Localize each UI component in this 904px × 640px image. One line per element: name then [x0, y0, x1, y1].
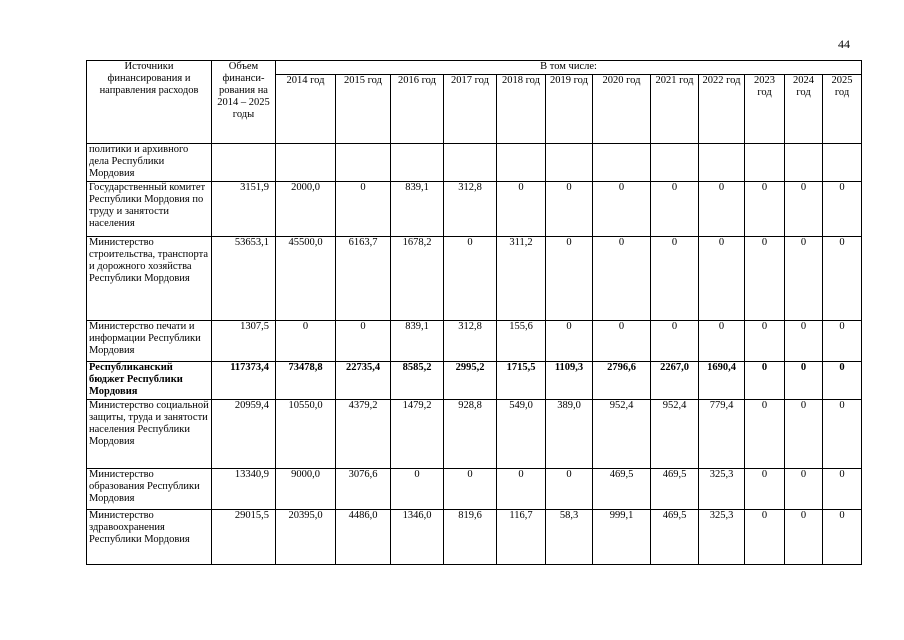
row-year-value: 839,1	[391, 182, 444, 237]
header-including: В том числе:	[276, 61, 862, 75]
row-year-value	[745, 144, 785, 182]
row-year-value: 0	[651, 182, 699, 237]
table-row	[87, 237, 862, 321]
row-year-value	[336, 144, 391, 182]
table-row	[87, 510, 862, 565]
row-year-value: 0	[336, 182, 391, 237]
row-year-value	[276, 144, 336, 182]
row-year-value: 2796,6	[593, 362, 651, 400]
row-year-value	[546, 144, 593, 182]
row-year-value: 0	[785, 321, 823, 362]
header-year: 2022 год	[699, 75, 745, 144]
header-year: 2024 год	[785, 75, 823, 144]
row-year-value: 0	[745, 321, 785, 362]
row-year-value: 22735,4	[336, 362, 391, 400]
row-year-value: 0	[823, 469, 862, 510]
row-year-value: 0	[823, 321, 862, 362]
row-year-value: 2000,0	[276, 182, 336, 237]
row-year-value	[785, 144, 823, 182]
row-year-value: 0	[745, 362, 785, 400]
row-year-value: 469,5	[593, 469, 651, 510]
row-year-value: 0	[699, 237, 745, 321]
row-total-value: 13340,9	[212, 469, 276, 510]
row-source-name: Министерство строительства, транспорта и дорожного хозяйства Республики Мордовия	[87, 237, 212, 321]
row-year-value	[699, 144, 745, 182]
header-year: 2015 год	[336, 75, 391, 144]
row-source-name: Республиканский бюджет Республики Мордовия	[87, 362, 212, 400]
row-year-value: 1109,3	[546, 362, 593, 400]
row-year-value: 312,8	[444, 182, 497, 237]
row-year-value: 0	[745, 469, 785, 510]
row-year-value: 0	[444, 237, 497, 321]
row-year-value: 1715,5	[497, 362, 546, 400]
row-total-value: 3151,9	[212, 182, 276, 237]
row-year-value: 549,0	[497, 400, 546, 469]
header-year: 2023 год	[745, 75, 785, 144]
header-year: 2016 год	[391, 75, 444, 144]
row-year-value: 0	[699, 182, 745, 237]
row-total-value	[212, 144, 276, 182]
row-total-value: 1307,5	[212, 321, 276, 362]
funding-table	[86, 60, 862, 565]
row-year-value	[497, 144, 546, 182]
row-year-value: 0	[785, 182, 823, 237]
header-volume: Объем финанси-рования на 2014 – 2025 годы	[212, 61, 276, 144]
row-year-value: 0	[336, 321, 391, 362]
row-year-value: 779,4	[699, 400, 745, 469]
row-total-value: 20959,4	[212, 400, 276, 469]
row-year-value: 9000,0	[276, 469, 336, 510]
row-source-name: политики и архивного дела Республики Мордовия	[87, 144, 212, 182]
row-source-name: Государственный комитет Республики Мордовия по труду и занятости населения	[87, 182, 212, 237]
row-year-value: 0	[276, 321, 336, 362]
row-year-value: 4486,0	[336, 510, 391, 565]
row-year-value: 819,6	[444, 510, 497, 565]
row-year-value: 0	[497, 469, 546, 510]
row-year-value: 0	[823, 237, 862, 321]
row-year-value: 6163,7	[336, 237, 391, 321]
row-source-name: Министерство здравоохранения Республики Мордовия	[87, 510, 212, 565]
row-year-value: 1690,4	[699, 362, 745, 400]
row-year-value	[651, 144, 699, 182]
row-year-value: 3076,6	[336, 469, 391, 510]
header-year: 2019 год	[546, 75, 593, 144]
row-year-value: 73478,8	[276, 362, 336, 400]
row-year-value: 999,1	[593, 510, 651, 565]
row-year-value: 0	[823, 362, 862, 400]
row-year-value: 2995,2	[444, 362, 497, 400]
header-year: 2018 год	[497, 75, 546, 144]
row-year-value: 325,3	[699, 469, 745, 510]
row-year-value: 58,3	[546, 510, 593, 565]
table-row	[87, 362, 862, 400]
row-year-value: 0	[546, 237, 593, 321]
row-year-value: 469,5	[651, 469, 699, 510]
row-year-value: 0	[785, 400, 823, 469]
row-year-value: 952,4	[651, 400, 699, 469]
row-year-value: 0	[785, 469, 823, 510]
table-row	[87, 182, 862, 237]
row-year-value: 0	[651, 237, 699, 321]
row-total-value: 29015,5	[212, 510, 276, 565]
row-year-value: 0	[745, 182, 785, 237]
header-source: Источники финансирования и направления расходов	[87, 61, 212, 144]
row-year-value	[391, 144, 444, 182]
table-row	[87, 469, 862, 510]
row-year-value: 312,8	[444, 321, 497, 362]
row-year-value: 0	[593, 321, 651, 362]
row-year-value: 2267,0	[651, 362, 699, 400]
row-year-value: 1678,2	[391, 237, 444, 321]
row-year-value	[444, 144, 497, 182]
row-year-value: 325,3	[699, 510, 745, 565]
header-year: 2021 год	[651, 75, 699, 144]
row-source-name: Министерство социальной защиты, труда и занятости населения Республики Мордовия	[87, 400, 212, 469]
row-year-value: 469,5	[651, 510, 699, 565]
row-year-value: 0	[745, 510, 785, 565]
row-year-value: 0	[546, 321, 593, 362]
row-year-value: 0	[497, 182, 546, 237]
table-row	[87, 400, 862, 469]
header-year: 2014 год	[276, 75, 336, 144]
row-year-value: 0	[593, 182, 651, 237]
row-year-value	[823, 144, 862, 182]
row-year-value: 0	[823, 182, 862, 237]
row-year-value: 0	[546, 469, 593, 510]
row-year-value: 952,4	[593, 400, 651, 469]
header-year: 2017 год	[444, 75, 497, 144]
row-year-value: 0	[785, 510, 823, 565]
row-year-value: 839,1	[391, 321, 444, 362]
row-year-value: 0	[651, 321, 699, 362]
row-year-value	[593, 144, 651, 182]
row-year-value: 155,6	[497, 321, 546, 362]
header-year: 2025 год	[823, 75, 862, 144]
row-year-value: 0	[785, 362, 823, 400]
row-year-value: 0	[823, 510, 862, 565]
row-year-value: 311,2	[497, 237, 546, 321]
header-year: 2020 год	[593, 75, 651, 144]
page-number: 44	[838, 37, 850, 51]
row-year-value: 0	[546, 182, 593, 237]
row-source-name: Министерство печати и информации Республики Мордовия	[87, 321, 212, 362]
row-year-value: 116,7	[497, 510, 546, 565]
table-row	[87, 321, 862, 362]
row-source-name: Министерство образования Республики Мордовия	[87, 469, 212, 510]
row-year-value: 0	[785, 237, 823, 321]
row-year-value: 0	[823, 400, 862, 469]
row-year-value: 0	[593, 237, 651, 321]
row-year-value: 20395,0	[276, 510, 336, 565]
row-year-value: 0	[444, 469, 497, 510]
row-total-value: 117373,4	[212, 362, 276, 400]
row-year-value: 1346,0	[391, 510, 444, 565]
row-year-value: 45500,0	[276, 237, 336, 321]
row-year-value: 4379,2	[336, 400, 391, 469]
row-year-value: 0	[391, 469, 444, 510]
row-year-value: 0	[699, 321, 745, 362]
row-year-value: 1479,2	[391, 400, 444, 469]
row-year-value: 0	[745, 237, 785, 321]
row-year-value: 10550,0	[276, 400, 336, 469]
row-year-value: 8585,2	[391, 362, 444, 400]
row-year-value: 389,0	[546, 400, 593, 469]
row-total-value: 53653,1	[212, 237, 276, 321]
table-row	[87, 144, 862, 182]
row-year-value: 0	[745, 400, 785, 469]
row-year-value: 928,8	[444, 400, 497, 469]
